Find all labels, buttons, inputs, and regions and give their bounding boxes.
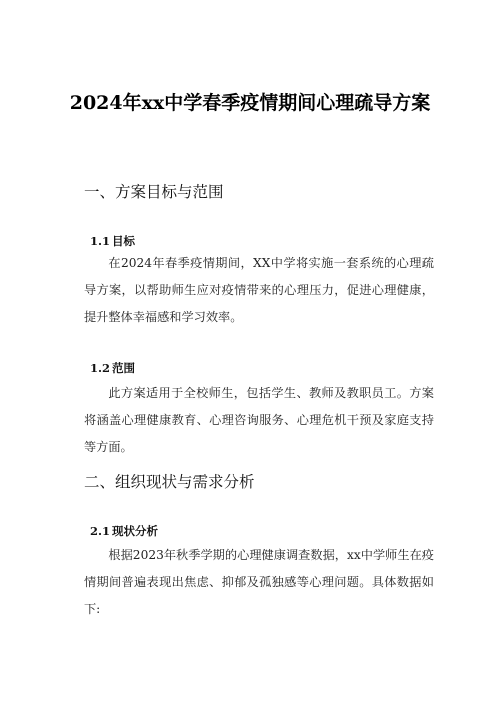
paragraph-scope: 此方案适用于全校师生，包括学生、教师及教职员工。方案将涵盖心理健康教育、心理咨询服务、心理危机干预及家庭支持等方面。 — [84, 386, 434, 454]
paragraph-status-analysis: 根据2023年秋季学期的心理健康调查数据，xx中学师生在疫情期间普遍表现出焦虑、抑郁及孤独感等心理问题。具体数据如下: — [84, 548, 434, 616]
subsection-number: 1.1 — [90, 234, 111, 248]
section-heading-1: 一、方案目标与范围 — [84, 183, 224, 201]
paragraph-goal: 在2024年春季疫情期间，XX中学将实施一套系统的心理疏导方案，以帮助师生应对疫情带来的心理压力，促进心理健康，提升整体幸福感和学习效率。 — [84, 256, 434, 324]
subsection-title: 目标 — [112, 234, 135, 248]
subsection-number: 1.2 — [90, 361, 111, 375]
subsection-title: 范围 — [112, 361, 135, 375]
subsection-number: 2.1 — [90, 524, 111, 538]
subsection-heading-1-2 — [90, 360, 135, 376]
section-heading-2: 二、组织现状与需求分析 — [84, 473, 255, 491]
subsection-title: 现状分析 — [112, 524, 158, 538]
subsection-heading-1-1 — [90, 233, 135, 249]
subsection-heading-2-1 — [90, 523, 158, 539]
document-title: 2024年xx中学春季疫情期间心理疏导方案 — [69, 92, 431, 114]
